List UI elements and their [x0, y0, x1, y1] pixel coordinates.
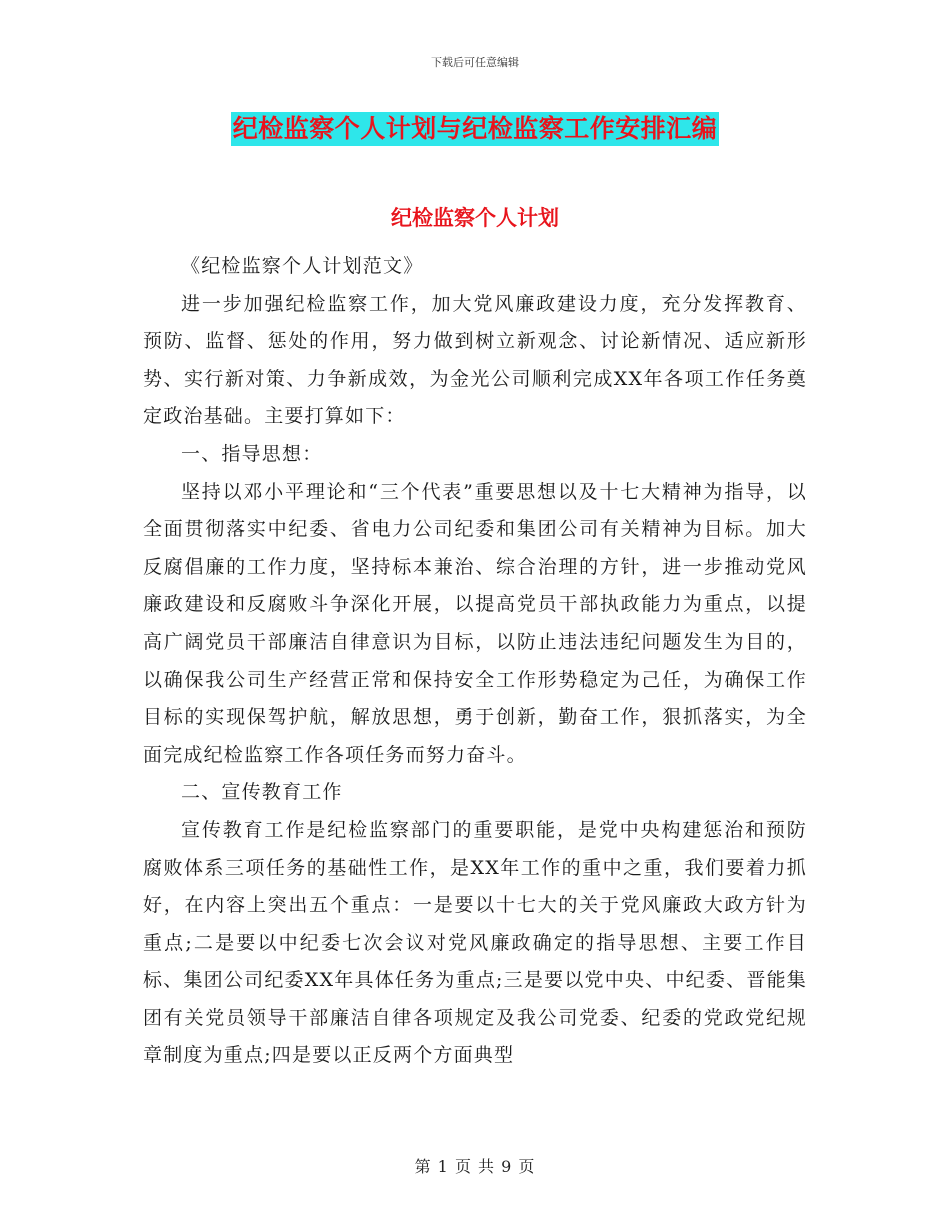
page-header-note: 下载后可任意编辑: [431, 56, 519, 69]
paragraph-publicity-education: 宣传教育工作是纪检监察部门的重要职能，是党中央构建惩治和预防腐败体系三项任务的基础性工作，是XX年工作的重中之重，我们要着力抓好，在内容上突出五个重点：一是要以十七大的关于党风廉政大政方针为重点;二是要以中纪委七次会议对党风廉政确定的指导思想、主要工作目标、集团公司纪委XX年具体任务为重点;三是要以党中央、中纪委、晋能集团有关党员领导干部廉洁自律各项规定及我公司党委、纪委的党政党纪规章制度为重点;四是要以正反两个方面典型: [143, 818, 807, 1067]
main-title: 纪检监察个人计划与纪检监察工作安排汇编: [231, 112, 720, 146]
paragraph-template-title: 《纪检监察个人计划范文》: [181, 255, 424, 277]
document-body: [143, 248, 807, 1075]
main-title-container: [0, 112, 950, 146]
paragraph-intro: 进一步加强纪检监察工作，加大党风廉政建设力度，充分发挥教育、预防、监督、惩处的作用，努力做到树立新观念、讨论新情况、适应新形势、实行新对策、力争新成效，为金光公司顺利完成XX年各项工作任务奠定政治基础。主要打算如下：: [143, 292, 807, 428]
paragraph-guiding-ideology: 坚持以邓小平理论和“三个代表”重要思想以及十七大精神为指导，以全面贯彻落实中纪委、省电力公司纪委和集团公司有关精神为目标。加大反腐倡廉的工作力度，坚持标本兼治、综合治理的方针，进一步推动党风廉政建设和反腐败斗争深化开展，以提高党员干部执政能力为重点，以提高广阔党员干部廉洁自律意识为目标，以防止违法违纪问题发生为目的，以确保我公司生产经营正常和保持安全工作形势稳定为己任，为确保工作目标的实现保驾护航，解放思想，勇于创新，勤奋工作，狠抓落实，为全面完成纪检监察工作各项任务而努力奋斗。: [143, 480, 807, 766]
heading-guiding-ideology: 一、指导思想：: [181, 442, 323, 465]
heading-publicity-education: 二、宣传教育工作: [181, 781, 343, 804]
section-title: 纪检监察个人计划: [391, 206, 559, 230]
page-number: 第 1 页 共 9 页: [414, 1157, 536, 1176]
